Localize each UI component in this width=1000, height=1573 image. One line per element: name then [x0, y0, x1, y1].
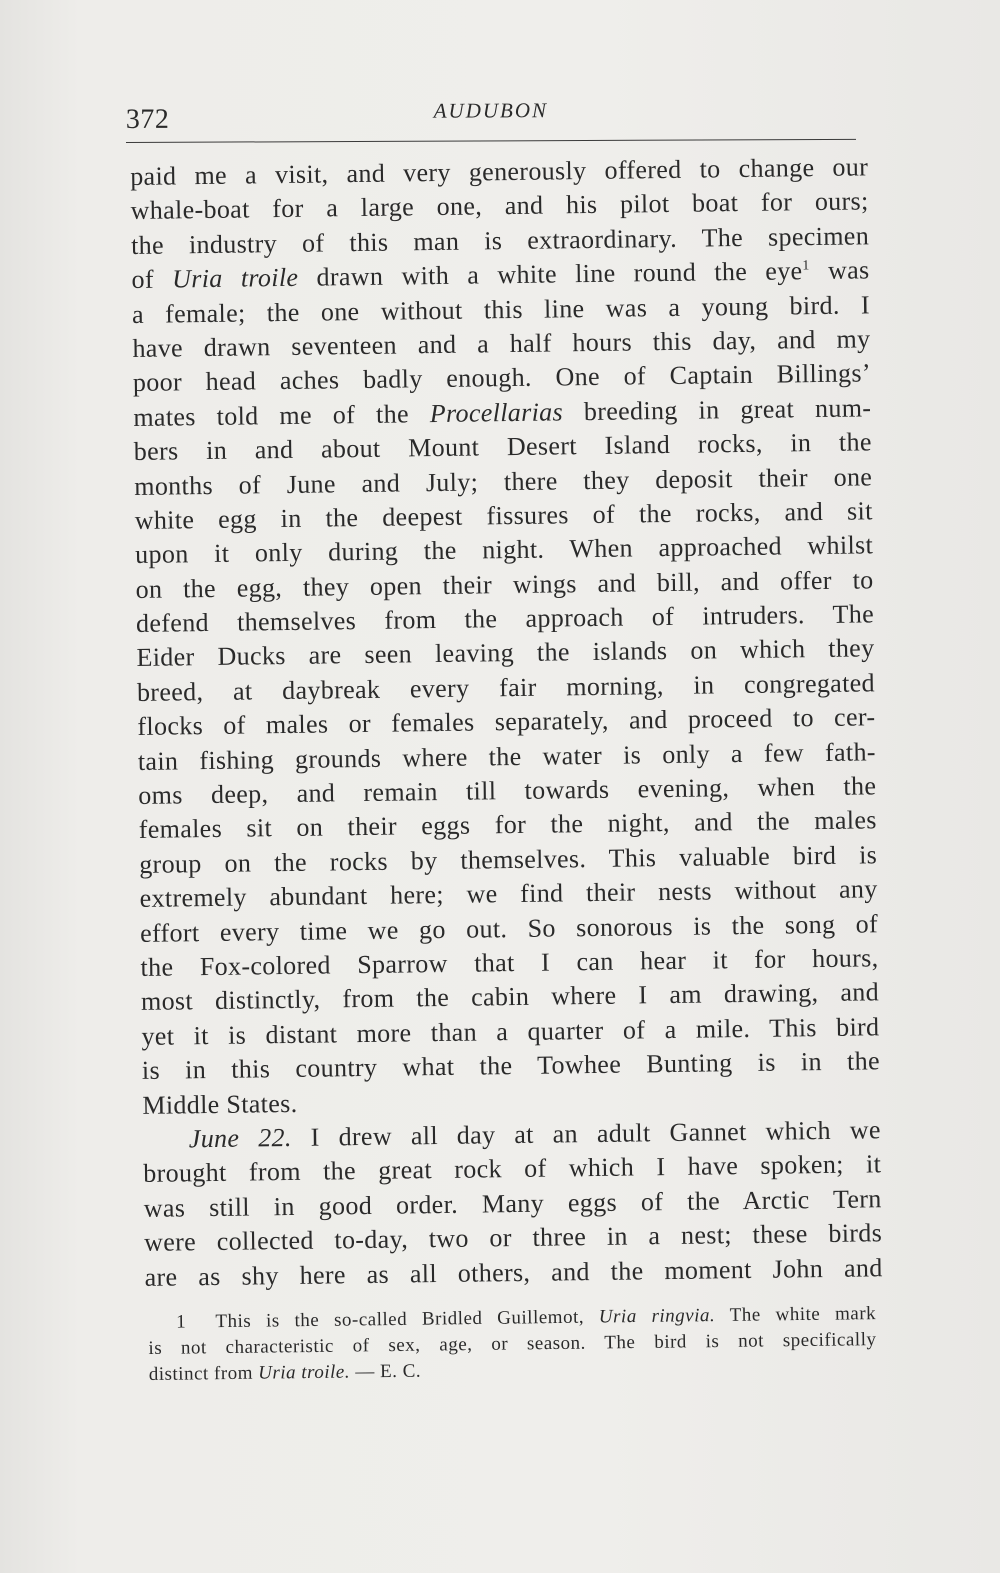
text-line: effort every time we go out. So sonorous is the song of [139, 908, 879, 948]
text-line: whale-boat for a large one, and his pilot boat for ours; [130, 186, 869, 226]
body-text [130, 150, 883, 1294]
text-line: females sit on their eggs for the night, and the males [138, 805, 877, 845]
text-line: brought from the great rock of which I have spoken; it [143, 1149, 882, 1189]
text-line: were collected to-day, two or three in a nest; these birds [143, 1218, 883, 1258]
text-line: defend themselves from the approach of intruders. The [135, 599, 875, 639]
text-line: yet it is distant more than a quarter of a mile. This bird [141, 1012, 880, 1051]
footnote-line: 1 This is the so-called Bridled Guillemot, Uria ringvia. The white mark [176, 1303, 877, 1333]
italic-species-name: Uria troile [171, 262, 299, 294]
text-line: of Uria troile drawn with a white line round the eye$^1$ was [131, 255, 870, 295]
text-line: flocks of males or females separately, and proceed to cer- [137, 702, 876, 742]
text-line: breed, at daybreak every fair morning, in congregated [136, 668, 876, 707]
footnote-marker: 1 [176, 1311, 187, 1333]
running-head: AUDUBON [433, 98, 549, 123]
text-line: the industry of this man is extraordinary. The specimen [130, 221, 870, 260]
text-line: are as shy here as all others, and the moment John and [144, 1252, 883, 1292]
text-line: mates told me of the Procellarias breeding in great num- [133, 393, 872, 432]
text-line: white egg in the deepest fissures of the rocks, and sit [134, 496, 873, 535]
text-line: a female; the one without this line was a young bird. I [131, 289, 871, 329]
text-line: extremely abundant here; we find their nests without any [139, 874, 878, 914]
text-line: group on the rocks by themselves. This valuable bird is [139, 840, 878, 879]
italic-species-name: Procellarias [429, 397, 564, 428]
entry-date: June 22. [188, 1122, 292, 1154]
text-line: months of June and July; there they deposit their one [134, 461, 873, 501]
page-number: 372 [125, 103, 170, 136]
paragraph-end-line: Middle States. [142, 1088, 298, 1120]
text-line: the Fox-colored Sparrow that I can hear it for hours, [140, 943, 879, 982]
text-line: have drawn seventeen and a half hours this day, and my [132, 324, 871, 363]
page-header [126, 93, 856, 143]
footnote-line: is not characteristic of sex, age, or season. The bird is not specifically [148, 1329, 877, 1359]
footnote-line: distinct from Uria troile. — E. C. [148, 1360, 422, 1385]
text-line: Eider Ducks are seen leaving the islands on which they [136, 633, 875, 673]
text-line: paid me a visit, and very generously offered to change our [130, 152, 869, 191]
dated-entry-line: June 22. I drew all day at an adult Gannet which we [188, 1115, 881, 1154]
text-line: is in this country what the Towhee Bunting is in the [141, 1046, 881, 1086]
footnote-reference: 1 [802, 258, 810, 274]
footnote [148, 1301, 877, 1388]
text-line: tain fishing grounds where the water is only a few fath- [137, 736, 876, 776]
text-line: bers in and about Mount Desert Island rocks, in the [133, 427, 872, 467]
text-line: upon it only during the night. When approached whilst [134, 530, 874, 570]
text-line: on the egg, they open their wings and bill, and offer to [135, 564, 874, 604]
text-line: most distinctly, from the cabin where I am drawing, and [140, 977, 880, 1017]
text-line: was still in good order. Many eggs of the Arctic Tern [143, 1183, 882, 1223]
text-line: oms deep, and remain till towards evening, when the [138, 771, 877, 810]
text-line: poor head aches badly enough. One of Captain Billings’ [132, 358, 872, 398]
